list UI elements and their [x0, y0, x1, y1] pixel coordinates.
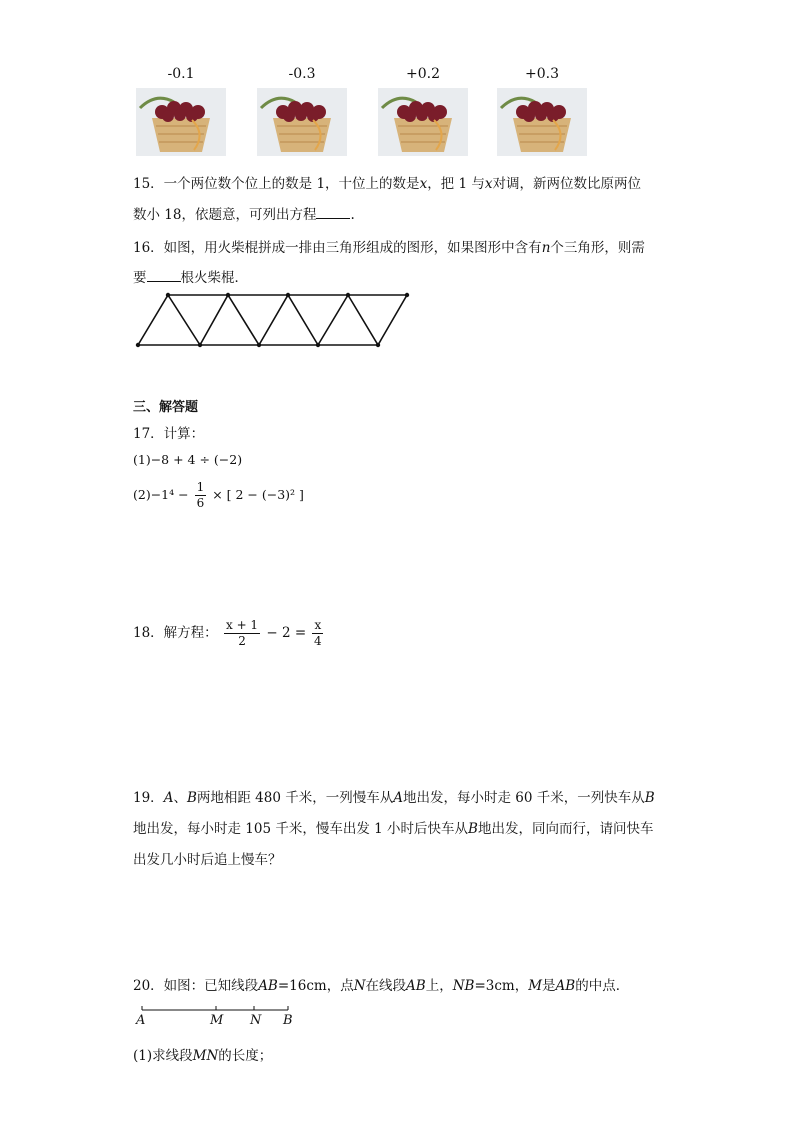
q20-on: 在线段 — [365, 978, 407, 994]
q15-text-b: ，把 1 与 — [427, 176, 485, 192]
q17-frac-num: 1 — [196, 480, 205, 494]
q18-fraction-left — [224, 618, 260, 649]
q20-line1 — [133, 974, 629, 994]
q19-text-a: 两地相距 480 千米，一列慢车从 — [196, 790, 394, 806]
q20-nb: NB — [452, 978, 475, 994]
q16-text-d: 根火柴棍． — [180, 270, 248, 286]
q17-part1: (1)−8 + 4 ÷ (−2) — [133, 452, 243, 467]
basket-image-1 — [136, 88, 226, 156]
section-heading: 三、解答题 — [133, 400, 199, 415]
q20-n: N — [353, 978, 366, 994]
q15-text-e: . — [350, 207, 355, 223]
q20-m: M — [528, 978, 543, 994]
q16-text-a: 16．如图，用火柴棍拼成一排由三角形组成的图形，如果图形中含有 — [133, 240, 542, 256]
segment-label-a: A — [136, 1013, 146, 1028]
q18-frac2-den: 4 — [314, 634, 322, 648]
q16-line1 — [133, 236, 645, 256]
q15-answer-blank[interactable] — [316, 206, 350, 219]
q15-var-x-2: x — [484, 176, 493, 192]
q15-text-c: 对调，新两位数比原两位 — [492, 176, 641, 192]
q20-ab-3: AB — [555, 978, 576, 994]
q16-var-n: n — [541, 240, 551, 256]
q19-point-a: A — [163, 790, 174, 806]
q20-on2: 上， — [425, 978, 453, 994]
q20-mn: MN — [192, 1048, 219, 1064]
q20-eq1: =16cm，点 — [277, 978, 354, 994]
segment-label-m: M — [210, 1013, 224, 1028]
q17-part2-prefix: (2)−1⁴ − — [133, 487, 189, 502]
q19-text-d: 地出发，同向而行，请问快车 — [477, 821, 654, 837]
q19-point-a-2: A — [393, 790, 403, 806]
q20-part1 — [133, 1044, 272, 1064]
q16-text-b: 个三角形，则需 — [550, 240, 645, 256]
q19-point-b-3: B — [468, 821, 478, 837]
q15-text-d: 数小 18，依题意，可列出方程 — [133, 207, 317, 223]
q20-ab: AB — [258, 978, 278, 994]
q20-is: 是 — [542, 978, 556, 994]
q19-line2 — [133, 817, 653, 837]
basket-label-1: -0.1 — [167, 66, 195, 82]
basket-image-2 — [257, 88, 347, 156]
q17-part2-suffix: × [ 2 − (−3)² ] — [212, 487, 304, 502]
q17-part2 — [133, 480, 304, 511]
q16-answer-blank[interactable] — [147, 269, 181, 282]
q19-sep: 、 — [173, 790, 187, 806]
q20-part1-b: 的长度； — [218, 1048, 273, 1064]
matchstick-triangles-figure — [130, 288, 415, 354]
q15-text-a: 15．一个两位数个位上的数是 1，十位上的数是 — [133, 176, 420, 192]
q19-text-c: 地出发，每小时走 105 千米，慢车出发 1 小时后快车从 — [133, 821, 469, 837]
basket-image-4 — [497, 88, 587, 156]
segment-label-b: B — [283, 1013, 293, 1028]
q16-text-c: 要 — [133, 270, 147, 286]
segment-label-n: N — [250, 1013, 262, 1028]
basket-label-2: -0.3 — [288, 66, 316, 82]
q18-frac1-den: 2 — [238, 634, 246, 648]
q16-line2 — [133, 266, 248, 286]
q19-line1 — [133, 786, 655, 806]
q18-fraction-right — [312, 618, 323, 649]
q18-frac2-num: x — [314, 618, 322, 632]
q20-eq2: =3cm， — [474, 978, 529, 994]
q20-mid: 的中点． — [575, 978, 630, 994]
q19-point-b: B — [186, 790, 197, 806]
q19-point-b-2: B — [644, 790, 655, 806]
basket-label-3: +0.2 — [406, 66, 440, 82]
q15-var-x: x — [419, 176, 428, 192]
q20-ab-2: AB — [406, 978, 426, 994]
q19-line3: 出发几小时后追上慢车？ — [133, 852, 282, 868]
q18-middle: − 2 = — [266, 625, 307, 641]
q17-frac-den: 6 — [196, 496, 205, 510]
q19-text-b: 地出发，每小时走 60 千米，一列快车从 — [402, 790, 645, 806]
q18-line — [133, 618, 325, 649]
basket-label-4: +0.3 — [525, 66, 559, 82]
q20-part1-a: (1)求线段 — [133, 1048, 193, 1064]
q18-frac1-num: x + 1 — [225, 618, 259, 632]
basket-image-3 — [378, 88, 468, 156]
q15-line2 — [133, 203, 355, 223]
q15-line1 — [133, 172, 641, 192]
q19-num: 19． — [133, 790, 164, 806]
q17-fraction — [195, 480, 207, 511]
q17-title: 17．计算： — [133, 426, 205, 442]
q18-prefix: 18．解方程： — [133, 625, 218, 641]
q20-prefix: 20．如图：已知线段 — [133, 978, 259, 994]
